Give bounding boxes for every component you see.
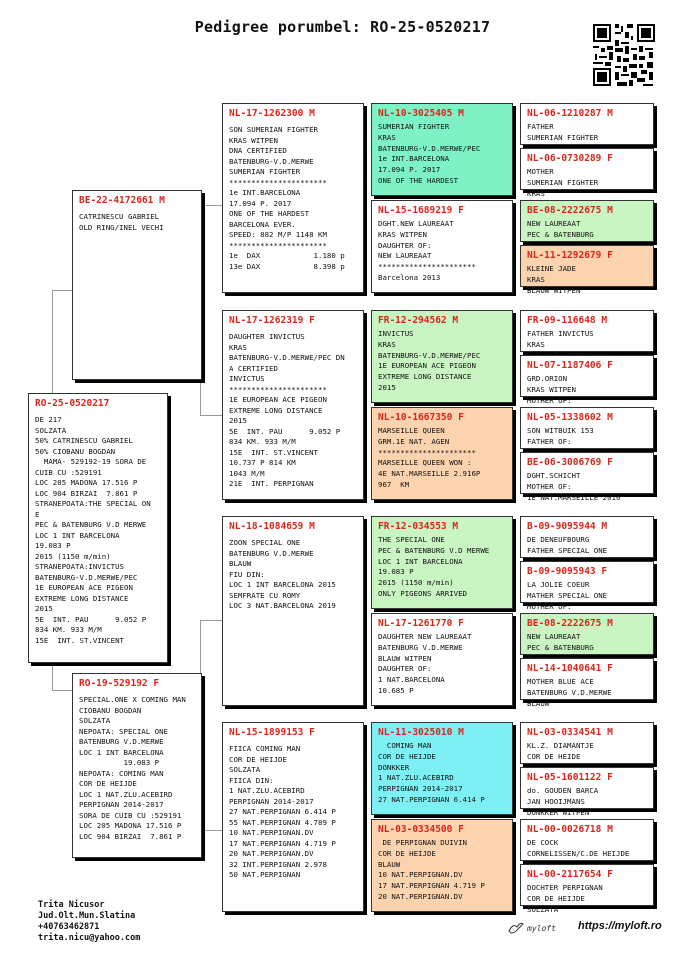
- card-text-line: do. GOUDEN BARCA: [527, 786, 599, 795]
- card-text-line: ONE OF THE HARDEST: [378, 175, 459, 185]
- ring-number: NL-11-1292679 F: [527, 250, 613, 261]
- card-text-line: ZOON SPECIAL ONE: [229, 538, 301, 547]
- page-title: Pedigree porumbel: RO-25-0520217: [194, 18, 491, 36]
- ancestor-card[interactable]: [520, 103, 654, 145]
- card-text-line: 1e DAX 1.180 p: [229, 251, 345, 260]
- card-text-line: 10.737 P 814 KM: [229, 458, 296, 467]
- card-text-line: ONLY PIGEONS ARRIVED: [378, 588, 467, 598]
- card-text-line: FATHER SPECIAL ONE: [527, 545, 608, 555]
- card-text-line: FATHER OF:: [527, 436, 572, 446]
- ancestor-card[interactable]: [520, 819, 654, 861]
- great-grandparent-card[interactable]: [371, 200, 513, 293]
- card-text-line: KRAS: [229, 342, 247, 352]
- card-text-line: BARCELONA EVER.: [229, 219, 296, 229]
- ring-number: BE-08-2222675 M: [527, 205, 613, 216]
- card-text-line: BATENBURG V.D.MERWE: [79, 737, 164, 746]
- card-text-line: MOTHER OF:: [527, 395, 572, 405]
- card-text-line: BLAUW WITPEN: [378, 653, 432, 663]
- card-text-line: 2015 (1150 m/min): [378, 578, 454, 588]
- card-text-line: 19.083 P: [378, 567, 414, 577]
- card-text-line: BATENBURG-V.D.MERWE/PEC: [378, 350, 481, 360]
- card-text-line: 19.083 P: [79, 758, 160, 767]
- card-text-line: BATENBURG-V.D.MERWE: [229, 156, 314, 166]
- card-text-line: FIICA DIN:: [229, 775, 274, 785]
- card-text-line: SPEED: 882 M/P 1148 KM: [229, 230, 327, 239]
- card-text-line: KRAS: [378, 339, 396, 349]
- card-text-line: MOTHER: [527, 167, 554, 176]
- card-text-line: DE 217: [35, 415, 62, 424]
- ancestor-card[interactable]: [520, 200, 654, 242]
- card-text-line: FATHER INVICTUS: [527, 329, 594, 338]
- ring-number: NL-07-1187406 F: [527, 360, 613, 371]
- card-text-line: LOC 904 BIRZAI 7.861 P: [79, 831, 182, 841]
- great-grandparent-card[interactable]: [371, 310, 513, 403]
- card-text-line: DE DENEUFBOURG: [527, 535, 590, 544]
- card-text-line: FIU DIN:: [229, 569, 265, 579]
- card-text-line: **********************: [229, 177, 327, 187]
- subject-pigeon-card[interactable]: [28, 393, 168, 663]
- card-text-line: 10 NAT.PERPIGNAN.DV: [229, 828, 314, 837]
- ring-number: NL-06-0730289 F: [527, 153, 613, 164]
- connector-line: [200, 415, 222, 416]
- card-text-line: BATENBURG V.D.MERWE: [229, 548, 314, 558]
- card-text-line: 50% CATRINESCU GABRIEL: [35, 436, 133, 445]
- card-text-line: **********************: [229, 240, 327, 250]
- dam-card[interactable]: [72, 673, 202, 858]
- card-text-line: 17 NAT.PERPIGNAN 4.719 P: [229, 838, 336, 848]
- card-text-line: LOC 1 INT BARCELONA: [378, 556, 463, 566]
- card-text-line: LOC 205 MADONA 17.516 P: [79, 821, 182, 830]
- card-text-line: MOTHER BLUE ACE: [527, 677, 594, 686]
- card-text-line: CATRINESCU GABRIEL: [79, 212, 160, 221]
- card-text-line: SON SUMERIAN FIGHTER: [229, 125, 318, 134]
- ring-number: NL-00-0026718 M: [527, 824, 613, 835]
- card-text-line: 27 NAT.PERPIGNAN 6.414 P: [378, 794, 485, 804]
- owner-address: Jud.Olt.Mun.Slatina: [38, 911, 136, 921]
- card-text-line: SUMERIAN FIGHTER: [229, 167, 301, 176]
- card-text-line: FIICA COMING MAN: [229, 744, 301, 753]
- great-grandparent-card[interactable]: [371, 103, 513, 196]
- card-text-line: SUMERIAN FIGHTER: [378, 122, 450, 131]
- ancestor-card[interactable]: [520, 722, 654, 764]
- card-text-line: 17.094 P. 2017: [378, 165, 441, 175]
- card-text-line: 1 NAT.BARCELONA: [378, 675, 445, 685]
- card-text-line: 20 NAT.PERPIGNAN.DV: [229, 849, 314, 858]
- card-text-line: SEMFRATE CU ROMY: [229, 590, 301, 600]
- card-text-line: CORNELISSEN/C.DE HEIJDE: [527, 848, 630, 858]
- great-grandparent-card[interactable]: [371, 613, 513, 706]
- card-text-line: KRAS WITPEN: [378, 229, 427, 239]
- card-text-line: THE SPECIAL ONE: [378, 535, 445, 544]
- card-text-line: PEC & BATENBURG: [527, 229, 594, 239]
- card-text-line: SUMERIAN FIGHTER: [527, 132, 599, 142]
- card-text-line: 17 NAT.PERPIGNAN 4.719 P: [378, 881, 485, 891]
- ring-number: BE-06-3006769 F: [527, 457, 613, 468]
- card-text-line: JAN HOOIJMANS: [527, 796, 585, 806]
- card-text-line: COR DE HEIJDE: [79, 779, 137, 788]
- card-text-line: COR DE HEIJDE: [527, 893, 585, 903]
- ring-number: B-09-9095944 M: [527, 521, 608, 532]
- card-text-line: 32 INT.PERPIGNAN 2.978: [229, 859, 327, 869]
- card-text-line: KRAS: [378, 132, 396, 142]
- card-text-line: BATENBURG-V.D.MERWE/PEC: [35, 572, 138, 582]
- ring-number: B-09-9095943 F: [527, 566, 608, 577]
- card-text-line: NEW LAUREAAT: [527, 219, 581, 228]
- card-text-line: 19.083 P: [35, 541, 71, 550]
- card-text-line: KRAS: [527, 339, 545, 349]
- card-text-line: MAMA- 529192-19 SORA DE: [35, 457, 147, 466]
- card-text-line: 50 NAT.PERPIGNAN: [229, 870, 301, 879]
- sire-card[interactable]: [72, 190, 202, 380]
- card-text-line: PERPIGNAN 2014-2017: [378, 784, 463, 794]
- logo-text: myloft: [527, 923, 556, 933]
- ring-number: NL-00-2117654 F: [527, 869, 613, 880]
- ring-number: NL-14-1040641 F: [527, 663, 613, 674]
- ring-number: FR-12-034553 M: [378, 521, 459, 532]
- card-text-line: KRAS: [527, 188, 545, 198]
- card-text-line: KRAS WITPEN: [527, 384, 576, 394]
- card-text-line: COMING MAN: [378, 741, 432, 750]
- card-text-line: LOC 904 BIRZAI 7.861 P: [35, 488, 138, 498]
- card-text-line: COR DE HEIDE: [527, 751, 581, 761]
- card-text-line: 1E NAT.MARSEILLE 2016: [527, 492, 621, 502]
- card-text-line: COR DE HEIJDE: [378, 848, 436, 858]
- connector-line: [200, 205, 222, 206]
- owner-phone: +40763462871: [38, 922, 100, 932]
- great-grandparent-card[interactable]: [371, 407, 513, 500]
- card-text-line: SORA DE CUIB CU :529191: [79, 810, 182, 820]
- subject-ring-number: RO-25-0520217: [35, 398, 110, 409]
- card-text-line: 27 NAT.PERPIGNAN 6.414 P: [229, 807, 336, 816]
- card-text-line: DAUGHTER OF:: [378, 664, 432, 674]
- card-text-line: LOC 1 INT BARCELONA 2015: [229, 580, 336, 589]
- card-text-line: SOLZATA: [527, 904, 559, 914]
- card-text-line: 15E INT. ST.VINCENT: [35, 635, 124, 645]
- card-text-line: LOC 205 MADONA 17.516 P: [35, 478, 138, 487]
- ring-number: NL-17-1261770 F: [378, 618, 464, 629]
- ring-number: NL-10-3025405 M: [378, 108, 464, 119]
- card-text-line: KL.Z. DIAMANTJE: [527, 741, 594, 750]
- ring-number: FR-12-294562 M: [378, 315, 459, 326]
- grandparent-card[interactable]: [222, 310, 364, 500]
- card-text-line: SOLZATA: [35, 425, 67, 435]
- ring-number: BE-08-2222675 M: [527, 618, 613, 629]
- card-text-line: KRAS: [527, 274, 545, 284]
- card-text-line: 1E EUROPEAN ACE PIGEON: [229, 395, 327, 404]
- card-text-line: COR DE HEIJDE: [378, 751, 436, 761]
- card-text-line: 967 KM: [378, 479, 410, 489]
- great-grandparent-card[interactable]: [371, 722, 513, 815]
- ring-number: NL-18-1084659 M: [229, 521, 315, 532]
- card-text-line: BATENBURG-V.D.MERWE/PEC: [378, 143, 481, 153]
- card-text-line: PEC & BATENBURG: [527, 642, 594, 652]
- connector-line: [200, 830, 222, 831]
- card-text-line: BLAUW: [378, 859, 401, 869]
- ring-number: NL-10-1667350 F: [378, 412, 464, 423]
- card-text-line: 15E INT. ST.VINCENT: [229, 447, 318, 457]
- card-text-line: EXTREME LONG DISTANCE: [229, 405, 323, 415]
- card-text-line: BLAUW: [527, 698, 550, 708]
- card-text-line: MOTHER OF:: [527, 481, 572, 491]
- card-text-line: DGHT.NEW LAUREAAT: [378, 219, 454, 228]
- card-text-line: DONKKER: [378, 762, 410, 772]
- card-text-line: DE PERPIGNAN DUIVIN: [378, 838, 467, 847]
- card-text-line: STRANEPOATA:INVICTUS: [35, 562, 124, 571]
- card-text-line: DOCHTER PERPIGNAN: [527, 883, 603, 892]
- card-text-line: KLEINE JADE: [527, 264, 576, 273]
- ring-number: NL-03-0334500 F: [378, 824, 464, 835]
- card-text-line: E: [35, 509, 40, 519]
- card-text-line: 834 KM. 933 M/M: [35, 625, 102, 634]
- card-text-line: 5E INT. PAU 9.052 P: [35, 614, 147, 624]
- card-text-line: BLAUW WITPEN: [527, 285, 581, 295]
- card-text-line: INVICTUS: [378, 329, 414, 338]
- card-text-line: **********************: [229, 384, 327, 394]
- card-text-line: ONE OF THE HARDEST: [229, 209, 310, 218]
- owner-info: [38, 900, 140, 944]
- card-text-line: 2015: [35, 604, 53, 613]
- ring-number: FR-09-116648 M: [527, 315, 608, 326]
- ancestor-card[interactable]: [520, 613, 654, 655]
- card-text-line: 5E INT. PAU 9.052 P: [229, 426, 341, 436]
- card-text-line: SUMERIAN FIGHTER: [527, 177, 599, 187]
- ring-number: NL-15-1689219 F: [378, 205, 464, 216]
- grandparent-card[interactable]: [222, 516, 364, 706]
- card-text-line: NEPOATA: SPECIAL ONE: [79, 726, 168, 736]
- card-text-line: **********************: [378, 447, 476, 457]
- owner-name: Trita Nicusor: [38, 900, 105, 910]
- card-text-line: LA JOLIE COEUR: [527, 580, 590, 589]
- dam-ring-number: RO-19-529192 F: [79, 678, 160, 689]
- card-text-line: MOTHER OF:: [527, 601, 572, 611]
- ancestor-card[interactable]: [520, 407, 654, 449]
- card-text-line: DNA CERTIFIED: [229, 146, 287, 155]
- card-text-line: A CERTIFIED: [229, 363, 278, 373]
- card-text-line: NEW LAUREAAT: [527, 632, 581, 641]
- ancestor-card[interactable]: [520, 516, 654, 558]
- connector-line: [52, 690, 72, 691]
- ring-number: NL-06-1210287 M: [527, 108, 613, 119]
- card-text-line: NEW LAUREAAT: [378, 251, 432, 261]
- card-text-line: 834 KM. 933 M/M: [229, 437, 296, 446]
- card-text-line: DONKKER WITPEN: [527, 807, 590, 817]
- card-text-line: MARSEILLE QUEEN WON :: [378, 458, 472, 468]
- great-grandparent-card[interactable]: [371, 516, 513, 609]
- ring-number: NL-15-1899153 F: [229, 727, 315, 738]
- bird-icon: [508, 921, 524, 935]
- card-text-line: 1e INT.BARCELONA: [378, 154, 450, 164]
- card-text-line: BATENBURG-V.D.MERWE/PEC DN: [229, 353, 345, 362]
- card-text-line: DAUGHTER NEW LAUREAAT: [378, 632, 472, 641]
- card-text-line: SOLZATA: [229, 765, 261, 774]
- card-text-line: MARSEILLE QUEEN: [378, 426, 445, 435]
- card-text-line: GRM.1E NAT. AGEN: [378, 436, 450, 446]
- card-text-line: MATHER SPECIAL ONE: [527, 590, 608, 600]
- card-text-line: PERPIGNAN 2014-2017: [79, 800, 164, 809]
- card-text-line: NEPOATA: COMING MAN: [79, 768, 164, 778]
- ancestor-card[interactable]: [520, 767, 654, 817]
- website-link[interactable]: https://myloft.ro: [578, 920, 662, 932]
- card-text-line: BLAUW: [229, 559, 252, 568]
- card-text-line: BATENBURG V.D.MERWE: [527, 687, 612, 697]
- ring-number: NL-05-1601122 F: [527, 772, 613, 783]
- card-text-line: INVICTUS: [229, 374, 265, 383]
- card-text-line: STRANEPOATA:THE SPECIAL ON: [35, 499, 151, 508]
- card-text-line: 1E EUROPEAN ACE PIGEON: [35, 583, 133, 592]
- ring-number: NL-17-1262319 F: [229, 315, 315, 326]
- ancestor-card[interactable]: [520, 245, 654, 295]
- card-text-line: 1E EUROPEAN ACE PIGEON: [378, 361, 476, 371]
- card-text-line: 1043 M/M: [229, 468, 265, 478]
- card-text-line: LOC 1 INT BARCELONA: [79, 747, 164, 757]
- sire-ring-number: BE-22-4172661 M: [79, 195, 165, 206]
- great-grandparent-card[interactable]: [371, 819, 513, 912]
- card-text-line: 13e DAX 8.398 p: [229, 261, 345, 271]
- card-text-line: SOLZATA: [79, 716, 111, 725]
- card-text-line: EXTREME LONG DISTANCE: [35, 593, 129, 603]
- card-text-line: 55 NAT.PERPIGNAN 4.789 P: [229, 817, 336, 827]
- card-text-line: 10 NAT.PERPIGNAN.DV: [378, 870, 463, 880]
- card-text-line: 21E INT. PERPIGNAN: [229, 479, 314, 488]
- card-text-line: 1 NAT.ZLU.ACEBIRD: [229, 786, 305, 795]
- card-text-line: OLD RING/INEL VECHI: [79, 222, 164, 232]
- card-text-line: PERPIGNAN 2014-2017: [229, 796, 314, 806]
- card-text-line: 2015: [378, 382, 396, 392]
- card-text-line: FATHER: [527, 122, 554, 131]
- card-text-line: 4E NAT.MARSEILLE 2.916P: [378, 469, 481, 479]
- card-text-line: 20 NAT.PERPIGNAN.DV: [378, 891, 463, 901]
- ancestor-card[interactable]: [520, 561, 654, 611]
- card-text-line: 2015 (1150 m/min): [35, 551, 111, 561]
- card-text-line: KRAS WITPEN: [229, 135, 278, 145]
- card-text-line: CUIB CU :529191: [35, 467, 102, 477]
- card-text-line: 1e INT.BARCELONA: [229, 188, 301, 197]
- card-text-line: DAUGHTER OF:: [378, 240, 432, 250]
- ancestor-card[interactable]: [520, 452, 654, 502]
- card-text-line: BATENBURG V.D.MERWE: [378, 642, 463, 652]
- card-text-line: 10.685 P: [378, 685, 414, 695]
- card-text-line: **********************: [378, 262, 476, 272]
- card-text-line: DE COCK: [527, 838, 559, 847]
- card-text-line: PEC & BATENBURG V.D MERWE: [35, 520, 147, 529]
- card-text-line: 50% CIOBANU BOGDAN: [35, 446, 116, 456]
- ancestor-card[interactable]: [520, 658, 654, 708]
- ancestor-card[interactable]: [520, 864, 654, 914]
- connector-line: [200, 620, 222, 621]
- ring-number: NL-11-3025010 M: [378, 727, 464, 738]
- qr-code-icon: [591, 22, 657, 88]
- card-text-line: SPECIAL.ONE X COMING MAN: [79, 695, 186, 704]
- card-text-line: LOC 1 NAT.ZLU.ACEBIRD: [79, 789, 173, 799]
- grandparent-card[interactable]: [222, 103, 364, 293]
- card-text-line: 2015: [229, 416, 247, 425]
- card-text-line: PEC & BATENBURG V.D MERWE: [378, 545, 490, 555]
- card-text-line: 1 NAT.ZLU.ACEBIRD: [378, 773, 454, 783]
- card-text-line: DAUGHTER INVICTUS: [229, 332, 305, 341]
- card-text-line: 17.094 P. 2017: [229, 198, 292, 208]
- card-text-line: CIOBANU BOGDAN: [79, 705, 142, 715]
- ring-number: NL-03-0334541 M: [527, 727, 613, 738]
- card-text-line: Barcelona 2013: [378, 272, 441, 282]
- card-text-line: GRD.ORION: [527, 374, 568, 383]
- card-text-line: SON WITBUIK 153: [527, 426, 594, 435]
- grandparent-card[interactable]: [222, 722, 364, 912]
- ancestor-card[interactable]: [520, 355, 654, 405]
- connector-line: [52, 290, 72, 291]
- ring-number: NL-17-1262300 M: [229, 108, 315, 119]
- ring-number: NL-05-1338602 M: [527, 412, 613, 423]
- card-text-line: EXTREME LONG DISTANCE: [378, 372, 472, 382]
- myloft-logo: [508, 921, 556, 935]
- card-text-line: DGHT.SCHICHT: [527, 471, 581, 480]
- card-text-line: LOC 3 NAT.BARCELONA 2019: [229, 601, 336, 610]
- ancestor-card[interactable]: [520, 148, 654, 198]
- owner-email: trita.nicu@yahoo.com: [38, 933, 141, 943]
- ancestor-card[interactable]: [520, 310, 654, 352]
- card-text-line: COR DE HEIJDE: [229, 754, 287, 764]
- card-text-line: LOC 1 INT BARCELONA: [35, 530, 120, 540]
